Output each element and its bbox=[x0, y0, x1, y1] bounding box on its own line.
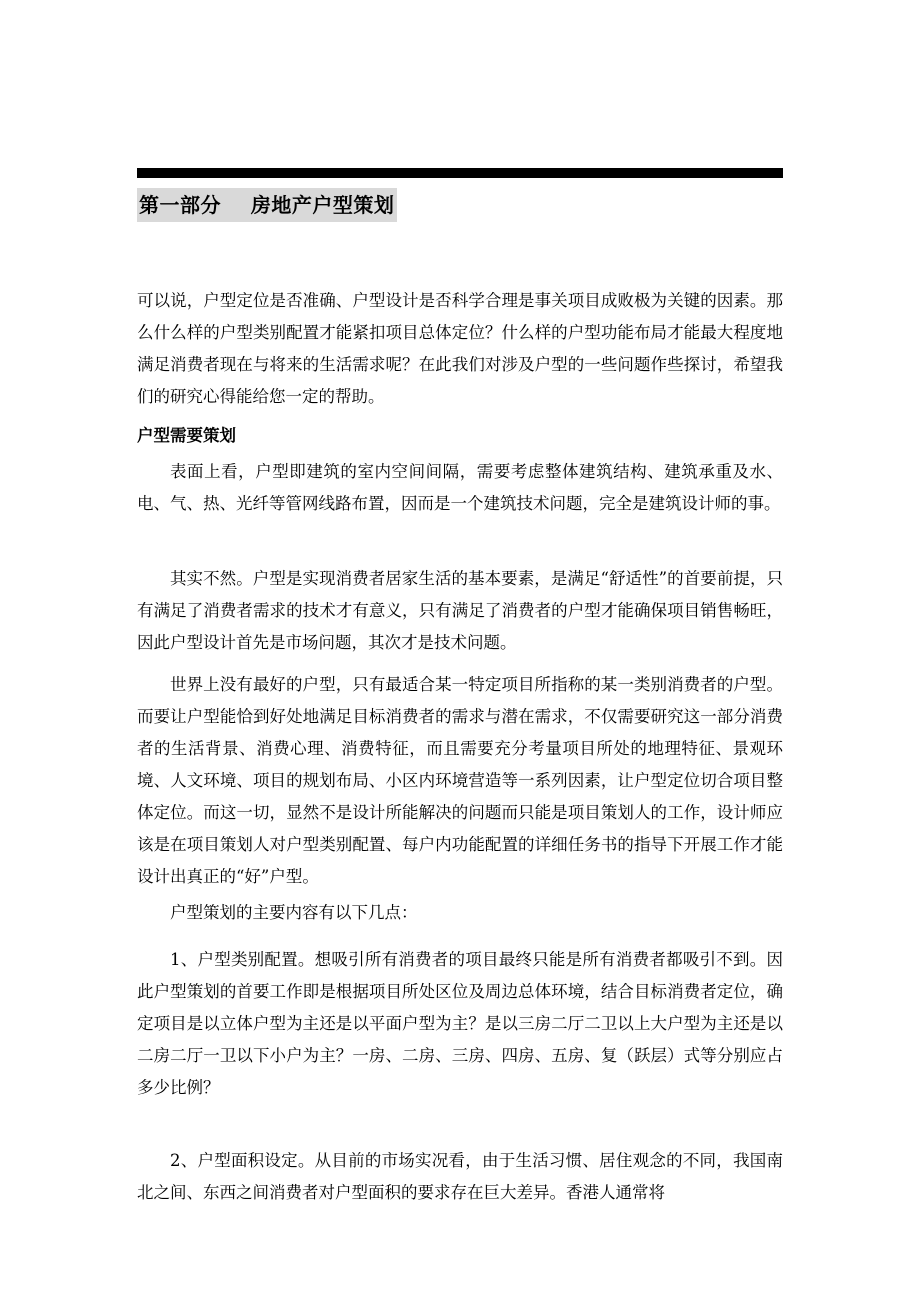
paragraph-1: 表面上看，户型即建筑的室内空间间隔，需要考虑整体建筑结构、建筑承重及水、电、气、热、光纤等管网线路布置，因而是一个建筑技术问题，完全是建筑设计师的事。 bbox=[137, 462, 783, 513]
top-rule bbox=[137, 168, 783, 178]
paragraph-2: 其实不然。户型是实现消费者居家生活的基本要素，是满足“舒适性”的首要前提，只有满足了消费者需求的技术才有意义，只有满足了消费者的户型才能确保项目销售畅旺，因此户型设计首先是市场问题，其次才是技术问题。 bbox=[137, 569, 783, 652]
paragraph-4: 户型策划的主要内容有以下几点： bbox=[170, 903, 418, 922]
subheading: 户型需要策划 bbox=[137, 426, 236, 445]
paragraph-6: 2、户型面积设定。从目前的市场实况看，由于生活习惯、居住观念的不同，我国南北之间、东西之间消费者对户型面积的要求存在巨大差异。香港人通常将 bbox=[137, 1151, 783, 1202]
paragraph-5: 1、户型类别配置。想吸引所有消费者的项目最终只能是所有消费者都吸引不到。因此户型策划的首要工作即是根据项目所处区位及周边总体环境，结合目标消费者定位，确定项目是以立体户型为主还是以平面户型为主？是以三房二厅二卫以上大户型为主还是以二房二厅一卫以下小户为主？一房、二房、三房、四房、五房、复（跃层）式等分别应占多少比例？ bbox=[137, 950, 783, 1097]
section-title: 第一部分 房地产户型策划 bbox=[137, 188, 397, 222]
intro-paragraph: 可以说，户型定位是否准确、户型设计是否科学合理是事关项目成败极为关键的因素。那么什么样的户型类别配置才能紧扣项目总体定位？什么样的户型功能布局才能最大程度地满足消费者现在与将来的生活需求呢？在此我们对涉及户型的一些问题作些探讨，希望我们的研究心得能给您一定的帮助。 bbox=[137, 291, 783, 406]
paragraph-3: 世界上没有最好的户型，只有最适合某一特定项目所指称的某一类别消费者的户型。而要让户型能恰到好处地满足目标消费者的需求与潜在需求，不仅需要研究这一部分消费者的生活背景、消费心理、消费特征，而且需要充分考量项目所处的地理特征、景观环境、人文环境、项目的规划布局、小区内环境营造等一系列因素，让户型定位切合项目整体定位。而这一切，显然不是设计所能解决的问题而只能是项目策划人的工作，设计师应该是在项目策划人对户型类别配置、每户内功能配置的详细任务书的指导下开展工作才能设计出真正的“好”户型。 bbox=[137, 675, 783, 886]
